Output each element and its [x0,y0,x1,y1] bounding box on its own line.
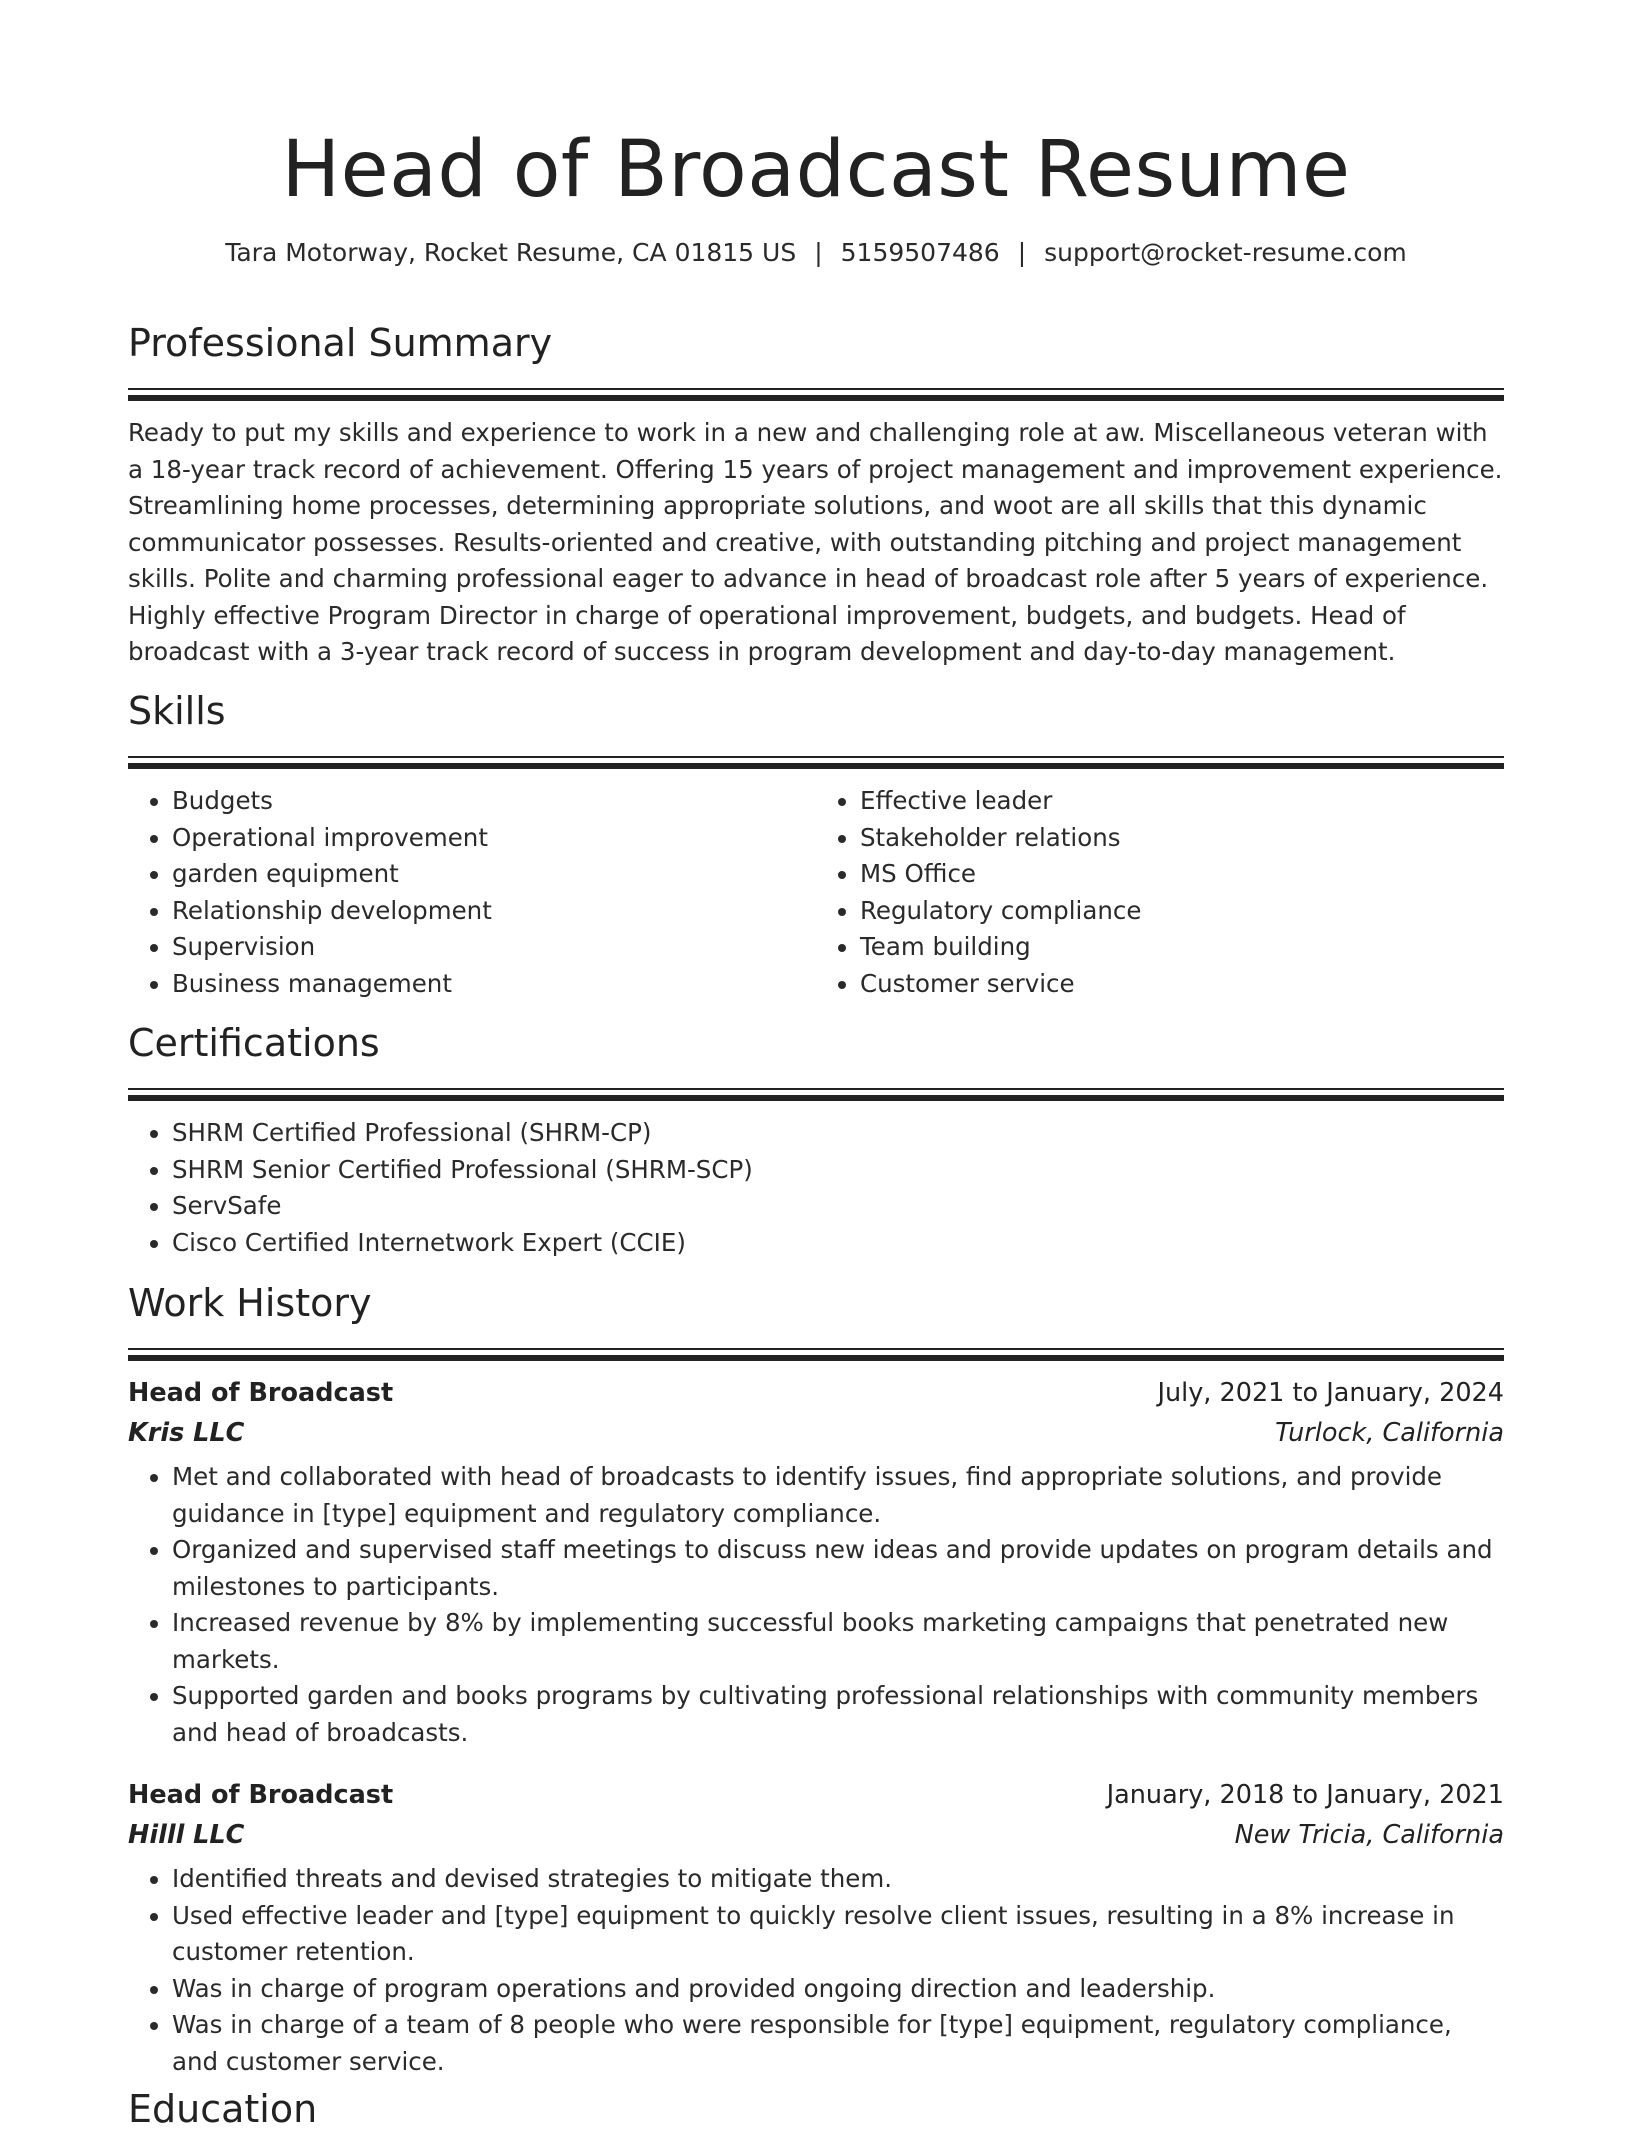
certifications-list [128,1115,1504,1261]
skills-list-left [128,783,816,1002]
section-skills [128,686,1504,1002]
contact-line [128,236,1504,270]
skill-item: • Customer service [860,966,1504,1003]
section-work-history [128,1278,1504,2080]
job-dates: January, 2018 to January, 2021 [1106,1780,1504,1810]
contact-separator: | [814,238,823,267]
job-title: Head of Broadcast [128,1780,394,1810]
certification-item: • SHRM Senior Certified Professional (SHRM-SCP) [172,1152,1504,1189]
job-bullet: • Organized and supervised staff meetings to discuss new ideas and provide updates on program details and milestones to participants. [172,1532,1504,1605]
job-bullet: • Increased revenue by 8% by implementing successful books marketing campaigns that penetrated new markets. [172,1605,1504,1678]
job-subheader [128,1413,1504,1453]
skills-list-right [816,783,1504,1002]
resume-title: Head of Broadcast Resume [281,125,1351,215]
section-divider [128,1088,1504,1101]
job-bullets [128,1861,1504,2080]
section-professional-summary [128,318,1504,671]
section-heading: Work History [128,1281,372,1325]
job-header [128,1775,1504,1815]
job-bullet: • Was in charge of program operations and provided ongoing direction and leadership. [172,1971,1504,2008]
job-company: Hilll LLC [128,1820,245,1850]
job-bullet: • Identified threats and devised strategies to mitigate them. [172,1861,1504,1898]
skill-item: • Relationship development [172,893,816,930]
job-bullets [128,1459,1504,1751]
job-entry [128,1775,1504,2080]
section-education [128,2084,1504,2134]
section-heading: Skills [128,689,226,733]
job-bullet: • Met and collaborated with head of broadcasts to identify issues, find appropriate solutions, and provide guidance in [type] equipment and regulatory compliance. [172,1459,1504,1532]
job-subheader [128,1815,1504,1855]
job-location: New Tricia, California [1234,1820,1504,1850]
skill-item: • Operational improvement [172,820,816,857]
job-dates: July, 2021 to January, 2024 [1157,1378,1504,1408]
job-bullet: • Supported garden and books programs by cultivating professional relationships with community members and head of broadcasts. [172,1678,1504,1751]
job-bullet: • Was in charge of a team of 8 people who were responsible for [type] equipment, regulatory compliance, and customer service. [172,2007,1504,2080]
certification-item: • ServSafe [172,1188,1504,1225]
skill-item: • Budgets [172,783,816,820]
skills-columns [128,783,1504,1002]
contact-address: Tara Motorway, Rocket Resume, CA 01815 US [225,238,797,267]
section-certifications [128,1018,1504,1261]
section-divider [128,756,1504,769]
skill-item: • Team building [860,929,1504,966]
section-heading: Certifications [128,1021,380,1065]
summary-text: Ready to put my skills and experience to work in a new and challenging role at aw. Miscellaneous veteran with a 18-year track record of achievement. Offering 15 years of project management and improvement experience. Streamlining home processes, determining appropriate solutions, and woot are all skills that this dynamic communicator possesses. Results-oriented and creative, with outstanding pitching and project management skills. Polite and charming professional eager to advance in head of broadcast role after 5 years of experience. Highly effective Program Director in charge of operational improvement, budgets, and budgets. Head of broadcast with a 3-year track record of success in program development and day-to-day management. [128,418,1503,666]
job-title: Head of Broadcast [128,1378,394,1408]
skill-item: • garden equipment [172,856,816,893]
section-heading: Education [128,2087,318,2131]
skill-item: • Stakeholder relations [860,820,1504,857]
resume-content [128,0,1504,2131]
contact-separator: | [1017,238,1027,267]
job-entry [128,1373,1504,1751]
job-location: Turlock, California [1275,1418,1504,1448]
certification-item: • Cisco Certified Internetwork Expert (CCIE) [172,1225,1504,1262]
skill-item: • Effective leader [860,783,1504,820]
skill-item: • MS Office [860,856,1504,893]
certification-item: • SHRM Certified Professional (SHRM-CP) [172,1115,1504,1152]
section-divider [128,1348,1504,1361]
contact-phone: 5159507486 [840,238,1000,267]
section-divider [128,388,1504,401]
skill-item: • Regulatory compliance [860,893,1504,930]
contact-email: support@rocket-resume.com [1044,238,1407,267]
skill-item: • Business management [172,966,816,1003]
job-company: Kris LLC [128,1418,245,1448]
skill-item: • Supervision [172,929,816,966]
section-heading: Professional Summary [128,321,553,365]
job-header [128,1373,1504,1413]
job-bullet: • Used effective leader and [type] equipment to quickly resolve client issues, resulting in a 8% increase in customer retention. [172,1898,1504,1971]
